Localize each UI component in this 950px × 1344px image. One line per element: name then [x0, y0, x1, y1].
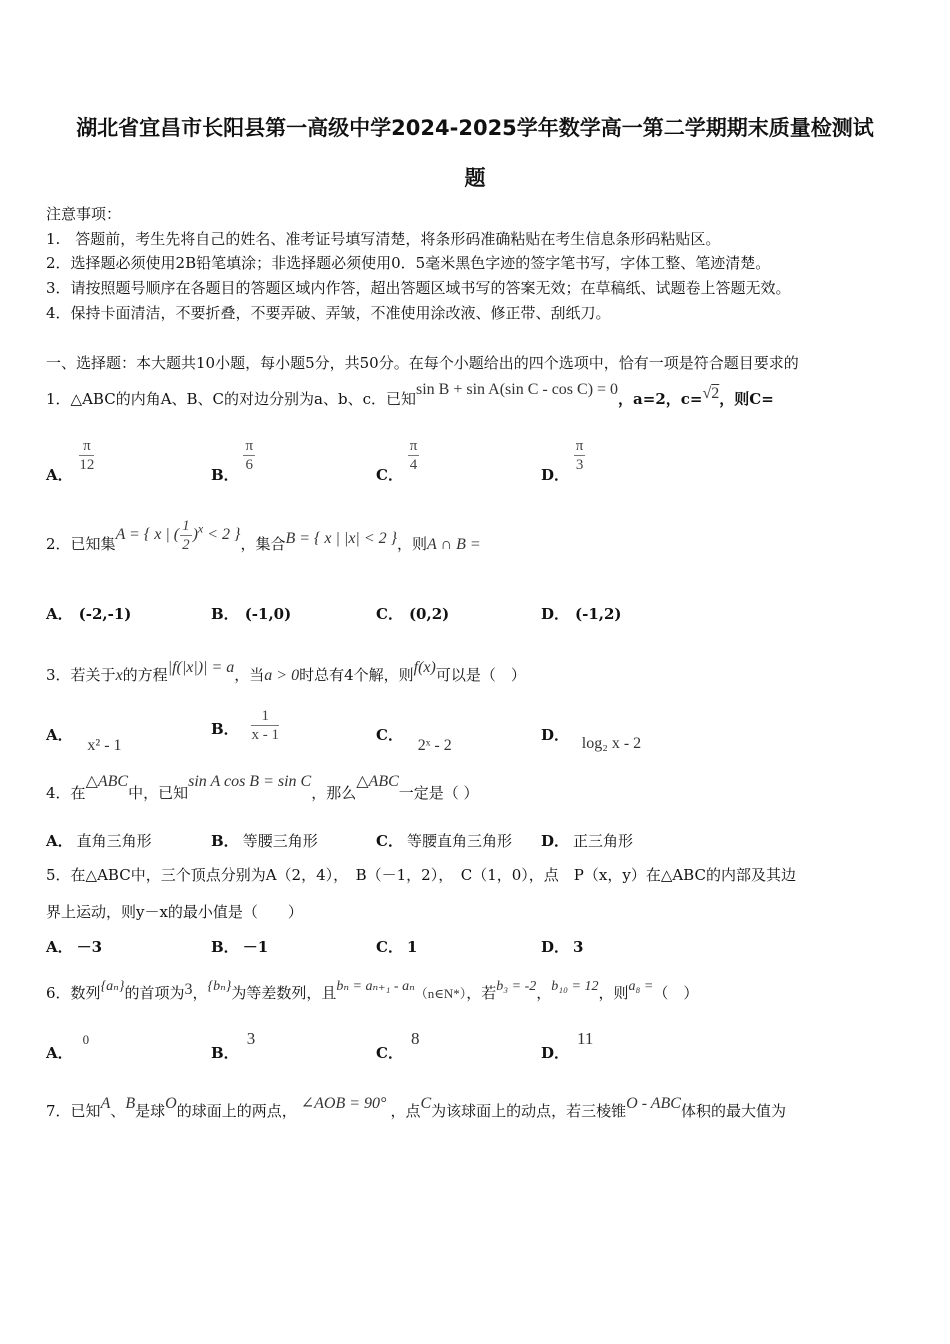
q1-option-b: B． $\frac{\pi}{6}$: [211, 438, 254, 484]
q3-option-d: D． log₂ x - 2: [541, 726, 642, 752]
q2-intersection: A ∩ B =: [427, 536, 481, 554]
q1-option-d: D． $\frac{\pi}{3}$: [541, 438, 584, 484]
q2-set-b: B = { x | |x| < 2 }: [285, 530, 398, 548]
notice-item-4: 4．保持卡面清洁，不要折叠，不要弄破、弄皱，不准使用涂改液、修正带、刮纸刀。: [46, 304, 611, 322]
question-5-line2: 界上运动，则y－x的最小值是（ ）: [46, 903, 303, 921]
exam-title-line2: 题: [464, 166, 486, 190]
q6-option-a: A．0: [46, 1032, 90, 1062]
question-7: 7．已知A、B是球O的球面上的两点， ∠AOB = 90° ，点C为该球面上的动点，若三棱锥O - ABC体积的最大值为: [46, 1095, 786, 1120]
q4-option-b: B． 等腰三角形: [211, 832, 318, 850]
q3-fx: f(x): [413, 659, 436, 676]
question-5-line1: 5．在△ABC中，三个顶点分别为A（2，4）， B（－1，2）， C（1，0），点 P（x，y）在△ABC的内部及其边: [46, 866, 796, 884]
q1-text-c: ，则C=: [719, 390, 774, 408]
q4-equation: sin A cos B = sin C: [188, 773, 312, 790]
question-1: [46, 381, 774, 409]
q5-option-a: A． －3: [46, 938, 103, 956]
q1-text-b: ，a=2，c=: [618, 390, 703, 408]
question-3: 3．若关于x的方程|f(|x|)| = a，当a > 0时总有4个解，则f(x)可以是（ ）: [46, 659, 526, 684]
q2-option-d: D． (-1,2): [541, 605, 622, 623]
q2-option-c: C． (0,2): [376, 605, 450, 623]
q2-set-a: A = { x | ( $\frac{1}{2}$ )$^x$ < 2 }: [115, 518, 241, 553]
q6-option-c: C．8: [376, 1029, 420, 1062]
question-6: 6．数列{aₙ}的首项为3，{bₙ}为等差数列，且bₙ = aₙ₊₁ - aₙ（n∈N*），若b₃ = -2，b₁₀ = 12，则a₈ =（ ）: [46, 979, 699, 1002]
q3-option-b: B． $\frac{1}{x - 1}$: [211, 708, 279, 743]
q1-number: 1．: [46, 390, 71, 408]
question-2: 2．已知集A = { x | ( $\frac{1}{2}$ )$^x$ < 2 }，集合B = { x | |x| < 2 }，则A ∩ B =: [46, 518, 481, 554]
question-4: 4．在△ABC中，已知sin A cos B = sin C，那么△ABC一定是（ ）: [46, 773, 479, 802]
q5-option-d: D． 3: [541, 938, 584, 956]
notice-heading: 注意事项：: [46, 205, 122, 223]
q4-option-d: D． 正三角形: [541, 832, 634, 850]
q1-option-c: C． $\frac{\pi}{4}$: [376, 438, 418, 484]
q3-option-c: C． 2ˣ - 2: [376, 726, 452, 754]
q1-text-a: △ABC的内角A、B、C的对边分别为a、b、c．已知: [70, 390, 416, 408]
q4-option-a: A． 直角三角形: [46, 832, 152, 850]
notice-item-2: 2．选择题必须使用2B铅笔填涂；非选择题必须使用0．5毫米黑色字迹的签字笔书写，字体工整、笔迹清楚。: [46, 254, 771, 272]
q5-option-c: C． 1: [376, 938, 418, 956]
q6-option-b: B．3: [211, 1029, 256, 1062]
q3-equation: |f(|x|)| = a: [167, 659, 235, 676]
q6-relation: bₙ = aₙ₊₁ - aₙ: [336, 979, 415, 994]
q7-pyramid: O - ABC: [626, 1095, 681, 1112]
q1-option-a: A． $\frac{\pi}{12}$: [46, 438, 95, 484]
notice-item-3: 3．请按照题号顺序在各题目的答题区域内作答，超出答题区域书写的答案无效；在草稿纸、试题卷上答题无效。: [46, 279, 791, 297]
q2-option-a: A． (-2,-1): [46, 605, 132, 623]
exam-title-line1: 湖北省宜昌市长阳县第一高级中学2024-2025学年数学高一第二学期期末质量检测试: [76, 116, 874, 140]
section-heading: 一、选择题：本大题共10小题，每小题5分，共50分。在每个小题给出的四个选项中，恰有一项是符合题目要求的: [46, 354, 799, 372]
notice-item-1: 1. 答题前，考生先将自己的姓名、准考证号填写清楚，将条形码准确粘贴在考生信息条形码粘贴区。: [46, 230, 721, 248]
q1-sqrt: √2: [702, 385, 720, 402]
q5-option-b: B． －1: [211, 938, 269, 956]
q2-option-b: B． (-1,0): [211, 605, 292, 623]
q3-option-a: A． x² - 1: [46, 726, 122, 754]
q6-option-d: D．11: [541, 1029, 594, 1062]
q7-angle: ∠AOB = 90°: [300, 1095, 387, 1112]
q4-option-c: C． 等腰直角三角形: [376, 832, 512, 850]
q1-formula: sin B + sin A(sin C - cos C) = 0: [415, 381, 619, 398]
